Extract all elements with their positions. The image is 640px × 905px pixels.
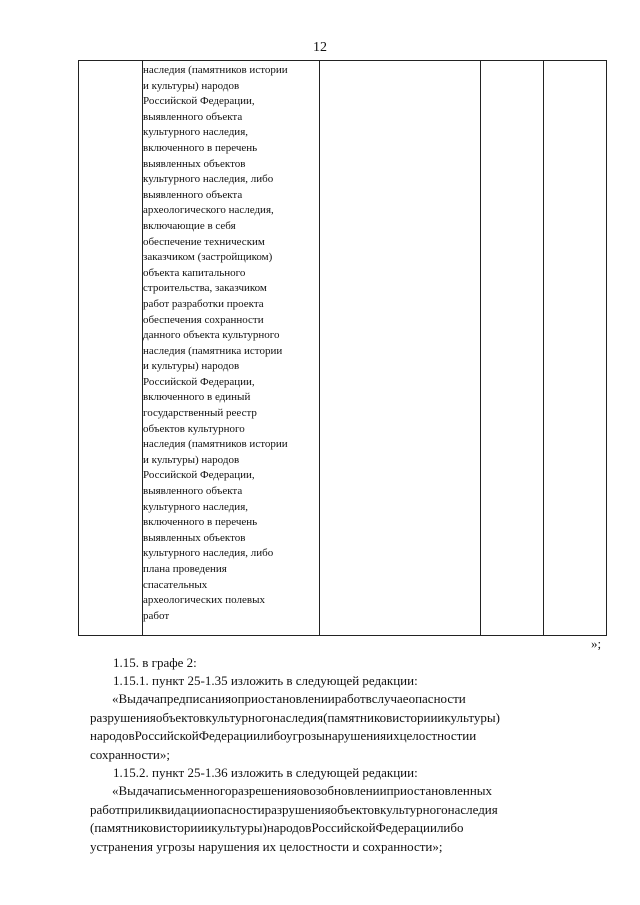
cell-line: выявленного объекта — [143, 188, 243, 201]
cell-line: Российской Федерации, — [143, 469, 255, 482]
cell-line: государственный реестр — [143, 407, 257, 420]
cell-line: наследия (памятника истории — [143, 344, 283, 357]
cell-line: данного объекта культурного — [143, 329, 280, 342]
cell-line: строительства, заказчиком — [143, 282, 267, 295]
cell-line: объектов культурного — [143, 422, 245, 435]
cell-line: включенного в перечень — [143, 516, 258, 529]
cell-line: культурного наследия, либо — [143, 173, 274, 186]
paragraph-line: (памятниковисторииикультуры)народовРоссийскойФедерациилибо — [90, 820, 464, 835]
table-column-divider — [543, 61, 544, 635]
cell-line: археологических полевых — [143, 594, 265, 607]
paragraph-line: «Выдачапредписанияоприостановленииработвслучаеопасности — [112, 691, 466, 706]
cell-line: плана проведения — [143, 563, 227, 575]
cell-line: выявленного объекта — [143, 485, 243, 498]
cell-line: обеспечения сохранности — [143, 313, 264, 326]
cell-line: заказчиком (застройщиком) — [143, 251, 273, 264]
cell-line: наследия (памятников истории — [143, 64, 288, 76]
cell-line: и культуры) народов — [143, 360, 240, 373]
cell-line: культурного наследия, — [143, 500, 248, 513]
paragraph-line: работприликвидацииопасностиразрушенияобъектовкультурногонаследия — [90, 801, 498, 817]
amendment-text-1-15-2 — [90, 782, 610, 856]
cell-line: и культуры) народов — [143, 453, 240, 466]
cell-line: выявленного объекта — [143, 110, 243, 123]
cell-line: обеспечение техническим — [143, 235, 265, 248]
cell-line: археологического наследия, — [143, 204, 274, 217]
cell-line: Российской Федерации, — [143, 95, 255, 108]
table-cell-service-description — [143, 63, 323, 624]
cell-line: культурного наследия, — [143, 126, 248, 139]
amendment-item-1-15-1: 1.15.1. пункт 25-1.35 изложить в следующей редакции: — [113, 673, 418, 688]
paragraph-line: разрушенияобъектовкультурногонаследия(памятниковисторииикультуры) — [90, 709, 500, 725]
quote-end-mark: »; — [591, 636, 602, 651]
cell-line: объекта капитального — [143, 266, 246, 279]
page-number: 12 — [313, 40, 327, 55]
cell-line: включающие в себя — [143, 219, 236, 232]
cell-line: выявленных объектов — [143, 531, 246, 544]
paragraph-line: устранения угрозы нарушения их целостности и сохранности»; — [90, 838, 443, 854]
cell-line: работ — [143, 609, 170, 622]
cell-line: и культуры) народов — [143, 79, 240, 92]
cell-line: работ разработки проекта — [143, 297, 264, 310]
paragraph-line: народовРоссийскойФедерациилибоугрозынарушенияихцелостностии — [90, 728, 477, 743]
cell-line: включенного в единый — [143, 391, 251, 404]
amendment-item-1-15-2: 1.15.2. пункт 25-1.36 изложить в следующей редакции: — [113, 765, 418, 780]
cell-line: спасательных — [143, 578, 208, 591]
table-continuation — [78, 60, 607, 636]
cell-line: включенного в перечень — [143, 141, 258, 154]
cell-line: выявленных объектов — [143, 157, 246, 170]
cell-line: наследия (памятников истории — [143, 438, 288, 451]
cell-line: культурного наследия, либо — [143, 547, 274, 560]
amendment-item-1-15: 1.15. в графе 2: — [113, 655, 197, 670]
paragraph-line: сохранности»; — [90, 746, 170, 762]
amendment-text-1-15-1 — [90, 690, 610, 764]
cell-line: Российской Федерации, — [143, 375, 255, 388]
paragraph-line: «Выдачаписьменногоразрешенияовозобновленииприостановленных — [112, 783, 493, 798]
table-column-divider — [480, 61, 481, 635]
